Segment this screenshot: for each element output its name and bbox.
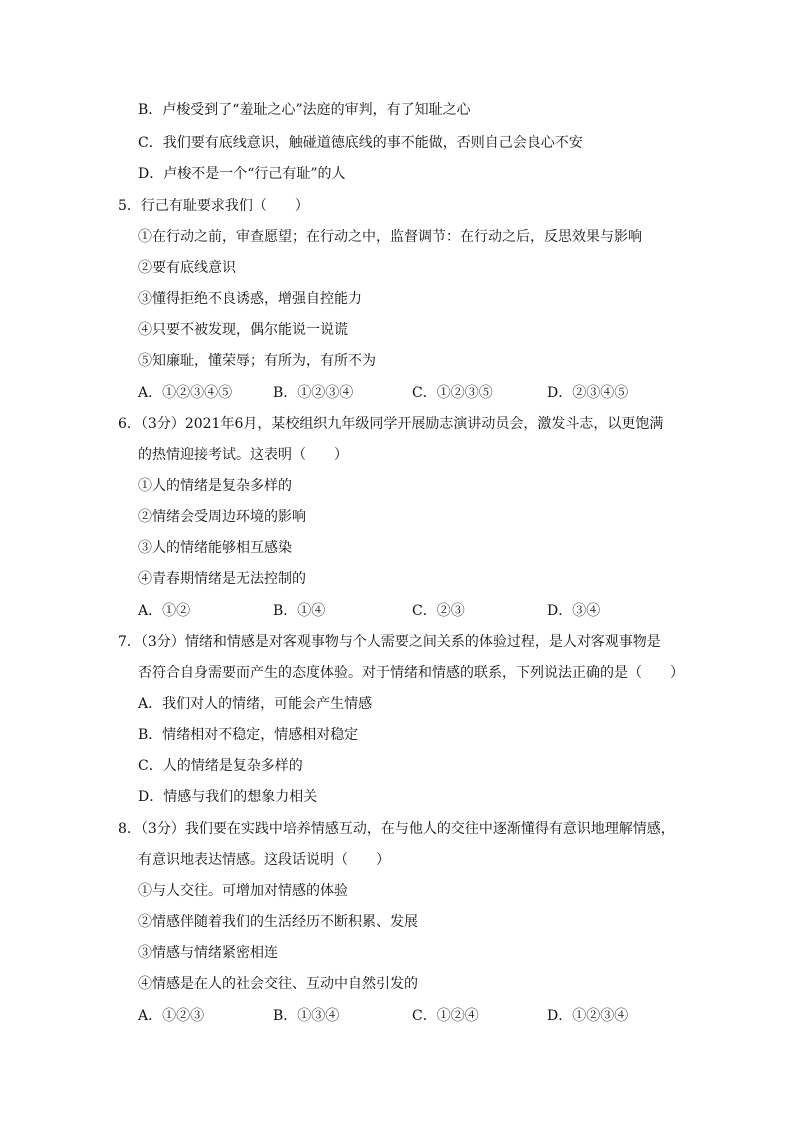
q5-option-b: B．①②③④ [273, 385, 354, 401]
q6-statement-1: ①人的情绪是复杂多样的 [138, 478, 292, 494]
q6-option-c: C．②③ [412, 603, 465, 619]
q5-option-d: D．②③④⑤ [547, 385, 629, 401]
q5-options [138, 383, 698, 403]
q6-statement-3: ③人的情绪能够相互感染 [138, 540, 292, 556]
q7-option-c: C．人的情绪是复杂多样的 [138, 758, 303, 774]
q4-option-c: C．我们要有底线意识，触碰道德底线的事不能做，否则自己会良心不安 [138, 135, 583, 151]
q4-option-b: B．卢梭受到了“羞耻之心”法庭的审判，有了知耻之心 [138, 102, 471, 118]
q6-stem-line-2: 的热情迎接考试。这表明（ ） [138, 447, 348, 463]
q4-option-d: D．卢梭不是一个“行己有耻”的人 [138, 166, 346, 182]
q8-stem-line-2: 有意识地表达情感。这段话说明（ ） [138, 852, 390, 868]
q6-stem-line-1: 6．（3分）2021年6月，某校组织九年级同学开展励志演讲动员会，激发斗志，以更饱满 [118, 416, 664, 432]
q7-stem-line-1: 7．（3分）情绪和情感是对客观事物与个人需要之间关系的体验过程，是人对客观事物是 [118, 634, 661, 650]
q5-statement-2: ②要有底线意识 [138, 260, 236, 276]
q8-option-d: D．①②③④ [547, 1008, 629, 1024]
q5-statement-1: ①在行动之前，审查愿望；在行动之中，监督调节：在行动之后，反思效果与影响 [138, 229, 642, 245]
q8-option-a: A．①②③ [138, 1008, 205, 1024]
q6-options [138, 601, 698, 621]
q8-options [138, 1006, 698, 1026]
q8-statement-2: ②情感伴随着我们的生活经历不断积累、发展 [138, 914, 418, 930]
q5-statement-5: ⑤知廉耻，懂荣辱；有所为，有所不为 [138, 353, 376, 369]
q8-option-c: C．①②④ [412, 1008, 479, 1024]
q7-option-d: D．情感与我们的想象力相关 [138, 789, 318, 805]
q6-option-b: B．①④ [273, 603, 326, 619]
q7-stem-line-2: 否符合自身需要而产生的态度体验。对于情绪和情感的联系，下列说法正确的是（ ） [138, 665, 684, 681]
q8-option-b: B．①③④ [273, 1008, 340, 1024]
q5-option-a: A．①②③④⑤ [138, 385, 233, 401]
q5-statement-4: ④只要不被发现，偶尔能说一说谎 [138, 322, 348, 338]
q7-option-a: A．我们对人的情绪，可能会产生情感 [138, 696, 373, 712]
q6-option-d: D．③④ [547, 603, 601, 619]
q8-statement-3: ③情感与情绪紧密相连 [138, 945, 278, 961]
q8-statement-4: ④情感是在人的社会交往、互动中自然引发的 [138, 976, 418, 992]
q7-option-b: B．情绪相对不稳定，情感相对稳定 [138, 727, 359, 743]
q5-option-c: C．①②③⑤ [412, 385, 493, 401]
q8-statement-1: ①与人交往。可增加对情感的体验 [138, 883, 348, 899]
q5-statement-3: ③懂得拒绝不良诱惑，增强自控能力 [138, 291, 362, 307]
q6-statement-2: ②情绪会受周边环境的影响 [138, 509, 306, 525]
q5-stem: 5．行己有耻要求我们（ ） [118, 198, 309, 214]
q6-statement-4: ④青春期情绪是无法控制的 [138, 571, 306, 587]
q8-stem-line-1: 8．（3分）我们要在实践中培养情感互动，在与他人的交往中逐渐懂得有意识地理解情感， [118, 821, 675, 837]
q6-option-a: A．①② [138, 603, 191, 619]
